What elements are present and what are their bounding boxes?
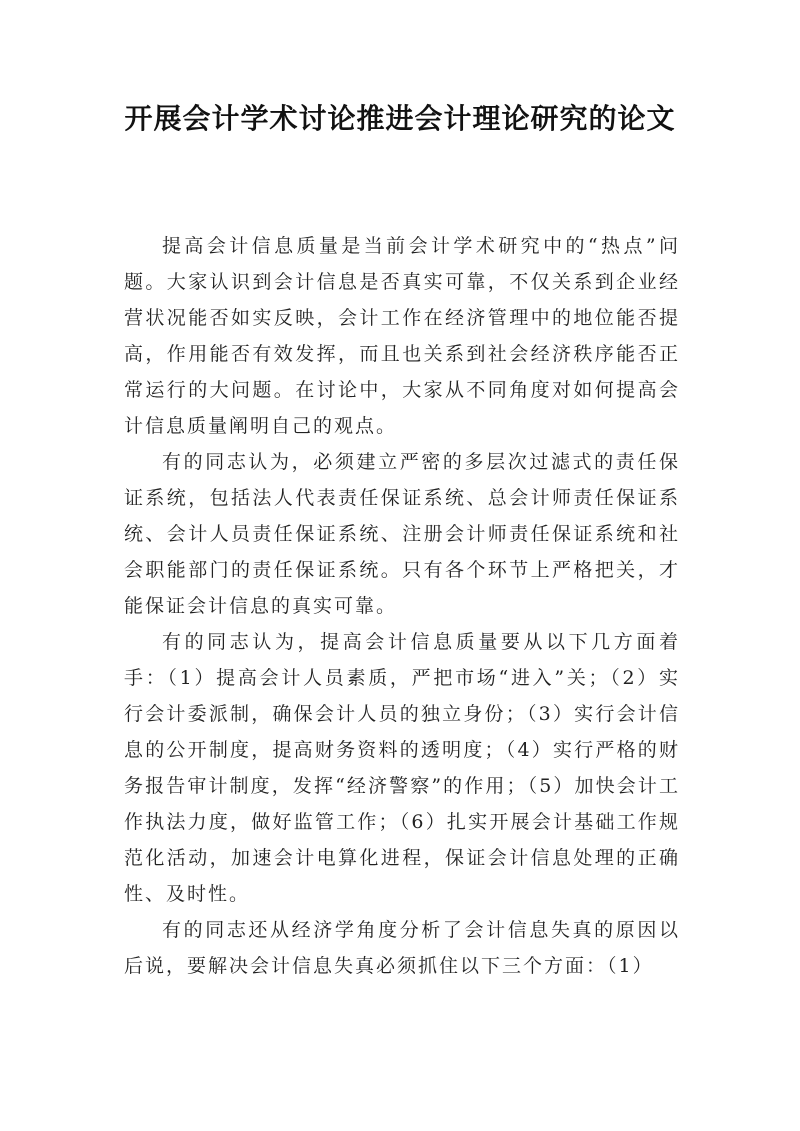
document-title: 开展会计学术讨论推进会计理论研究的论文 — [124, 102, 676, 135]
document-body — [124, 228, 680, 984]
paragraph-1: 提高会计信息质量是当前会计学术研究中的“热点”问题。大家认识到会计信息是否真实可靠，不仅关系到企业经营状况能否如实反映，会计工作在经济管理中的地位能否提高，作用能否有效发挥，而且也关系到社会经济秩序能否正常运行的大问题。在讨论中，大家从不同角度对如何提高会计信息质量阐明自己的观点。 — [124, 235, 680, 437]
paragraph-4: 有的同志还从经济学角度分析了会计信息失真的原因以后说，要解决会计信息失真必须抓住以下三个方面：（1） — [124, 919, 680, 977]
paragraph-3: 有的同志认为，提高会计信息质量要从以下几方面着手：（1）提高会计人员素质，严把市场“进入”关；（2）实行会计委派制，确保会计人员的独立身份；（3）实行会计信息的公开制度，提高财务资料的透明度；（4）实行严格的财务报告审计制度，发挥“经济警察”的作用；（5）加快会计工作执法力度，做好监管工作；（6）扎实开展会计基础工作规范化活动，加速会计电算化进程，保证会计信息处理的正确性、及时性。 — [124, 631, 680, 905]
paragraph-2: 有的同志认为，必须建立严密的多层次过滤式的责任保证系统，包括法人代表责任保证系统、总会计师责任保证系统、会计人员责任保证系统、注册会计师责任保证系统和社会职能部门的责任保证系统。只有各个环节上严格把关，才能保证会计信息的真实可靠。 — [124, 451, 680, 617]
